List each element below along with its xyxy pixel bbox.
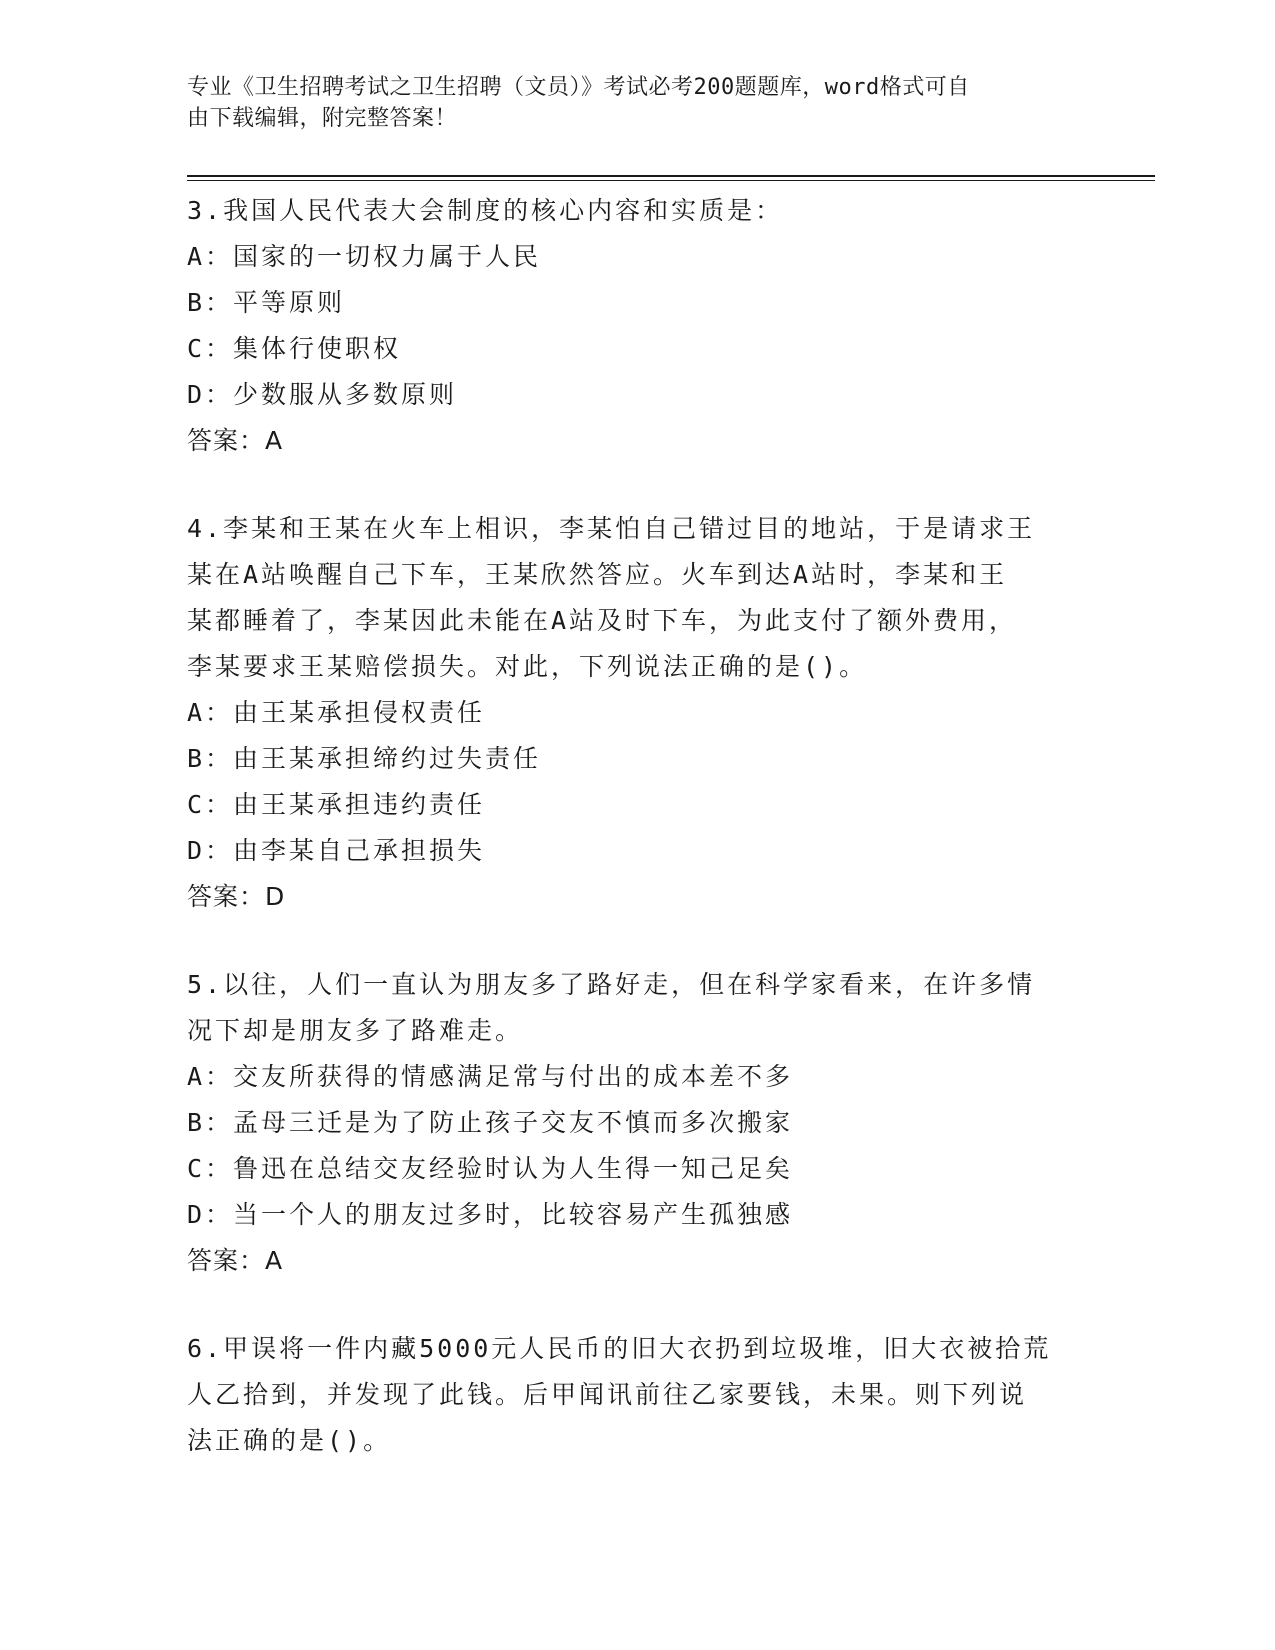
option-d: D：由李某自己承担损失 <box>187 836 486 865</box>
question-3 <box>187 188 1067 464</box>
stem-line: 况下却是朋友多了路难走。 <box>187 1016 524 1045</box>
question-6 <box>187 1326 1067 1464</box>
header-divider-thick <box>187 175 1155 177</box>
header-line-1: 专业《卫生招聘考试之卫生招聘（文员）》考试必考200题题库，word格式可自 <box>187 75 970 100</box>
stem-line: 3.我国人民代表大会制度的核心内容和实质是： <box>187 196 784 225</box>
question-stem <box>187 1326 1067 1464</box>
question-list <box>187 188 1067 1506</box>
option-b: B：由王某承担缔约过失责任 <box>187 744 542 773</box>
answer-line: 答案：D <box>187 882 286 911</box>
header-line-2: 由下载编辑，附完整答案！ <box>187 106 458 131</box>
option-a: A：由王某承担侵权责任 <box>187 698 486 727</box>
stem-line: 5.以往，人们一直认为朋友多了路好走，但在科学家看来，在许多情 <box>187 970 1036 999</box>
question-stem <box>187 962 1067 1054</box>
stem-line: 人乙拾到，并发现了此钱。后甲闻讯前往乙家要钱，未果。则下列说 <box>187 1380 1028 1409</box>
question-stem <box>187 188 1067 234</box>
question-4 <box>187 506 1067 920</box>
answer-line: 答案：A <box>187 426 284 455</box>
option-a: A：交友所获得的情感满足常与付出的成本差不多 <box>187 1062 794 1091</box>
question-5 <box>187 962 1067 1284</box>
option-b: B：平等原则 <box>187 288 346 317</box>
option-b: B：孟母三迁是为了防止孩子交友不慎而多次搬家 <box>187 1108 794 1137</box>
header-divider-thin <box>187 180 1155 181</box>
option-c: C：由王某承担违约责任 <box>187 790 486 819</box>
stem-line: 某在A站唤醒自己下车，王某欣然答应。火车到达A站时，李某和王 <box>187 560 1008 589</box>
stem-line: 李某要求王某赔偿损失。对此，下列说法正确的是()。 <box>187 652 868 681</box>
answer-line: 答案：A <box>187 1246 284 1275</box>
option-c: C：鲁迅在总结交友经验时认为人生得一知己足矣 <box>187 1154 794 1183</box>
stem-line: 某都睡着了，李某因此未能在A站及时下车，为此支付了额外费用， <box>187 606 1018 635</box>
document-header <box>187 72 1067 134</box>
stem-line: 法正确的是()。 <box>187 1426 392 1455</box>
stem-line: 6.甲误将一件内藏5000元人民币的旧大衣扔到垃圾堆，旧大衣被拾荒 <box>187 1334 1052 1363</box>
option-d: D：当一个人的朋友过多时，比较容易产生孤独感 <box>187 1200 794 1229</box>
option-a: A：国家的一切权力属于人民 <box>187 242 542 271</box>
option-d: D：少数服从多数原则 <box>187 380 458 409</box>
question-stem <box>187 506 1067 690</box>
stem-line: 4.李某和王某在火车上相识，李某怕自己错过目的地站，于是请求王 <box>187 514 1036 543</box>
option-c: C：集体行使职权 <box>187 334 402 363</box>
